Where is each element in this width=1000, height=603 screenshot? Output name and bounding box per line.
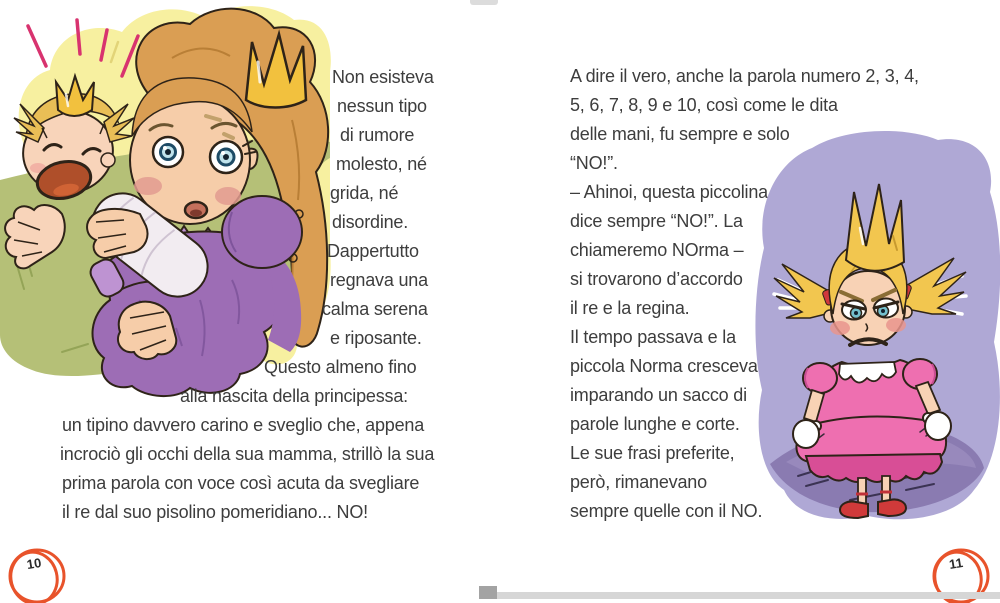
text-line: Non esisteva [332, 67, 434, 87]
page-number: 11 [948, 555, 964, 572]
text-line: piccola Norma cresceva [570, 356, 758, 376]
text-line: molesto, né [336, 154, 427, 174]
page-edge-shadow [497, 592, 1000, 599]
text-line: Questo almeno fino [264, 357, 417, 377]
page-number: 10 [25, 554, 43, 573]
text-line: regnava una [330, 270, 428, 290]
text-line: chiameremo NOrma – [570, 240, 744, 260]
text-line: 5, 6, 7, 8, 9 e 10, così come le dita [570, 95, 838, 115]
text-line: Le sue frasi preferite, [570, 443, 735, 463]
gutter-mark-top [470, 0, 498, 5]
text-line: “NO!”. [570, 153, 618, 173]
text-line: imparando un sacco di [570, 385, 747, 405]
text-line: disordine. [332, 212, 409, 232]
text-line: prima parola con voce così acuta da svegliare [62, 473, 420, 493]
text-line: di rumore [340, 125, 415, 145]
text-line: sempre quelle con il NO. [570, 501, 763, 521]
text-line: calma serena [322, 299, 428, 319]
text-line: incrociò gli occhi della sua mamma, strillò la sua [60, 444, 435, 464]
text-line: dice sempre “NO!”. La [570, 211, 743, 231]
text-line: e riposante. [330, 328, 422, 348]
text-line: delle mani, fu sempre e solo [570, 124, 790, 144]
text-line: però, rimanevano [570, 472, 707, 492]
text-line: il re dal suo pisolino pomeridiano... NO! [62, 502, 368, 522]
text-line: il re e la regina. [570, 298, 690, 318]
gutter-mark-bottom [479, 586, 497, 599]
text-line: alla nascita della principessa: [180, 386, 408, 406]
text-line: parole lunghe e corte. [570, 414, 740, 434]
text-line: – Ahinoi, questa piccolina [570, 182, 768, 202]
text-line: si trovarono d’accordo [570, 269, 743, 289]
text-line: Dappertutto [327, 241, 419, 261]
text-line: Il tempo passava e la [570, 327, 736, 347]
text-line: nessun tipo [337, 96, 427, 116]
page-number-badge-left [6, 547, 70, 603]
right-illustration [752, 128, 1000, 524]
text-line: un tipino davvero carino e sveglio che, appena [62, 415, 425, 435]
text-line: grida, né [330, 183, 399, 203]
text-line: A dire il vero, anche la parola numero 2, 3, 4, [570, 66, 919, 86]
